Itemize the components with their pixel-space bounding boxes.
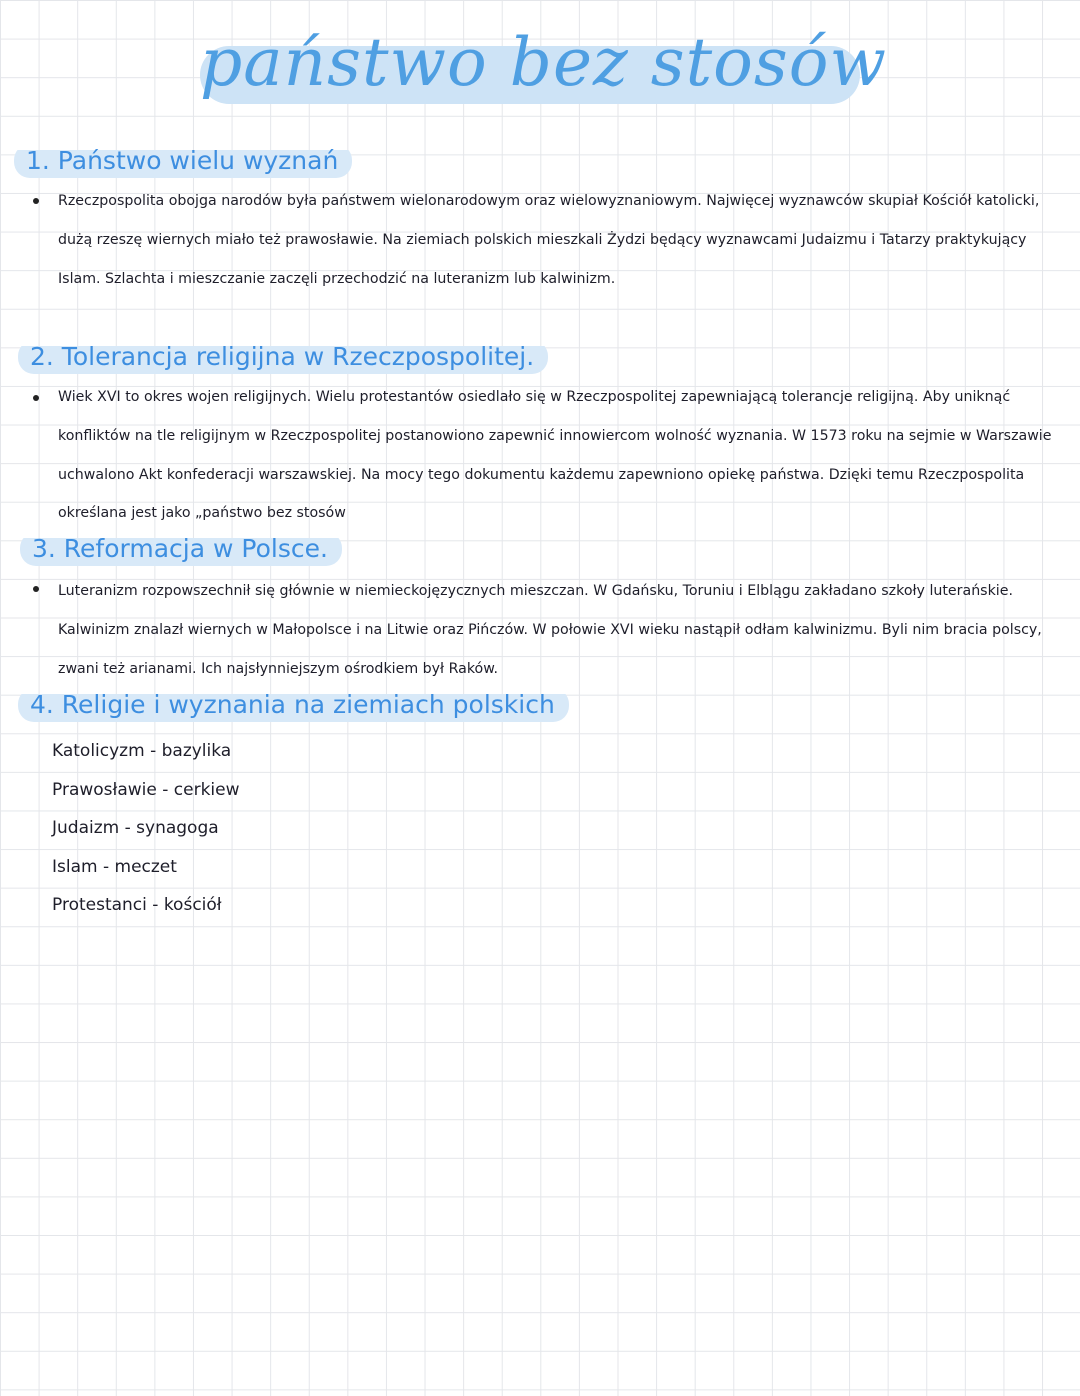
section-heading-1: 1. Państwo wielu wyznań <box>14 144 352 178</box>
list-item: Protestanci - kościół <box>52 895 222 916</box>
bullet-1 <box>33 198 39 204</box>
section-heading-2: 2. Tolerancja religijna w Rzeczpospolitej. <box>18 340 548 374</box>
section-heading-3: 3. Reformacja w Polsce. <box>20 532 342 566</box>
list-item: Katolicyzm - bazylika <box>52 741 232 761</box>
list-item: Islam - meczet <box>52 856 177 877</box>
section-paragraph-2: Wiek XVI to okres wojen religijnych. Wielu protestantów osiedlało się w Rzeczpospolitej zapewniającą tolerancje religijną. Aby uniknąć konfliktów na tle religijnym w Rzeczpospolitej postanowiono zapewnić innowiercom wolność wyznania. W 1573 roku na sejmie w Warszawie uchwalono Akt konfederacji warszawskiej. Na mocy tego dokumentu każdemu zapewniono opiekę państwa. Dzięki temu Rzeczpospolita określana jest jako „państwo bez stosów <box>58 389 1052 522</box>
list-item: Judaizm - synagoga <box>52 818 219 839</box>
religion-list <box>52 732 240 925</box>
section-heading-4: 4. Religie i wyznania na ziemiach polskich <box>18 688 569 722</box>
bullet-2 <box>33 395 39 401</box>
title-block <box>200 18 887 108</box>
bullet-3 <box>33 586 39 592</box>
list-item: Prawosławie - cerkiew <box>52 779 240 800</box>
section-paragraph-3: Luteranizm rozpowszechnił się głównie w niemieckojęzycznych mieszczan. W Gdańsku, Toruniu i Elblągu zakładano szkoły luterańskie. Kalwinizm znalazł wiernych w Małopolsce i na Litwie oraz Pińczów. W połowie XVI wieku nastąpił odłam kalwinizmu. Byli nim bracia polscy, zwani też arianami. Ich najsłynniejszym ośrodkiem był Raków. <box>58 583 1042 677</box>
section-paragraph-1: Rzeczpospolita obojga narodów była państwem wielonarodowym oraz wielowyznaniowym. Najwięcej wyznawców skupiał Kościół katolicki, dużą rzeszę wiernych miało też prawosławie. Na ziemiach polskich mieszkali Żydzi będący wyznawcami Judaizmu i Tatarzy praktykujący Islam. Szlachta i mieszczanie zaczęli przechodzić na luteranizm lub kalwinizm. <box>58 193 1040 287</box>
page-title: państwo bez stosów <box>200 24 887 101</box>
